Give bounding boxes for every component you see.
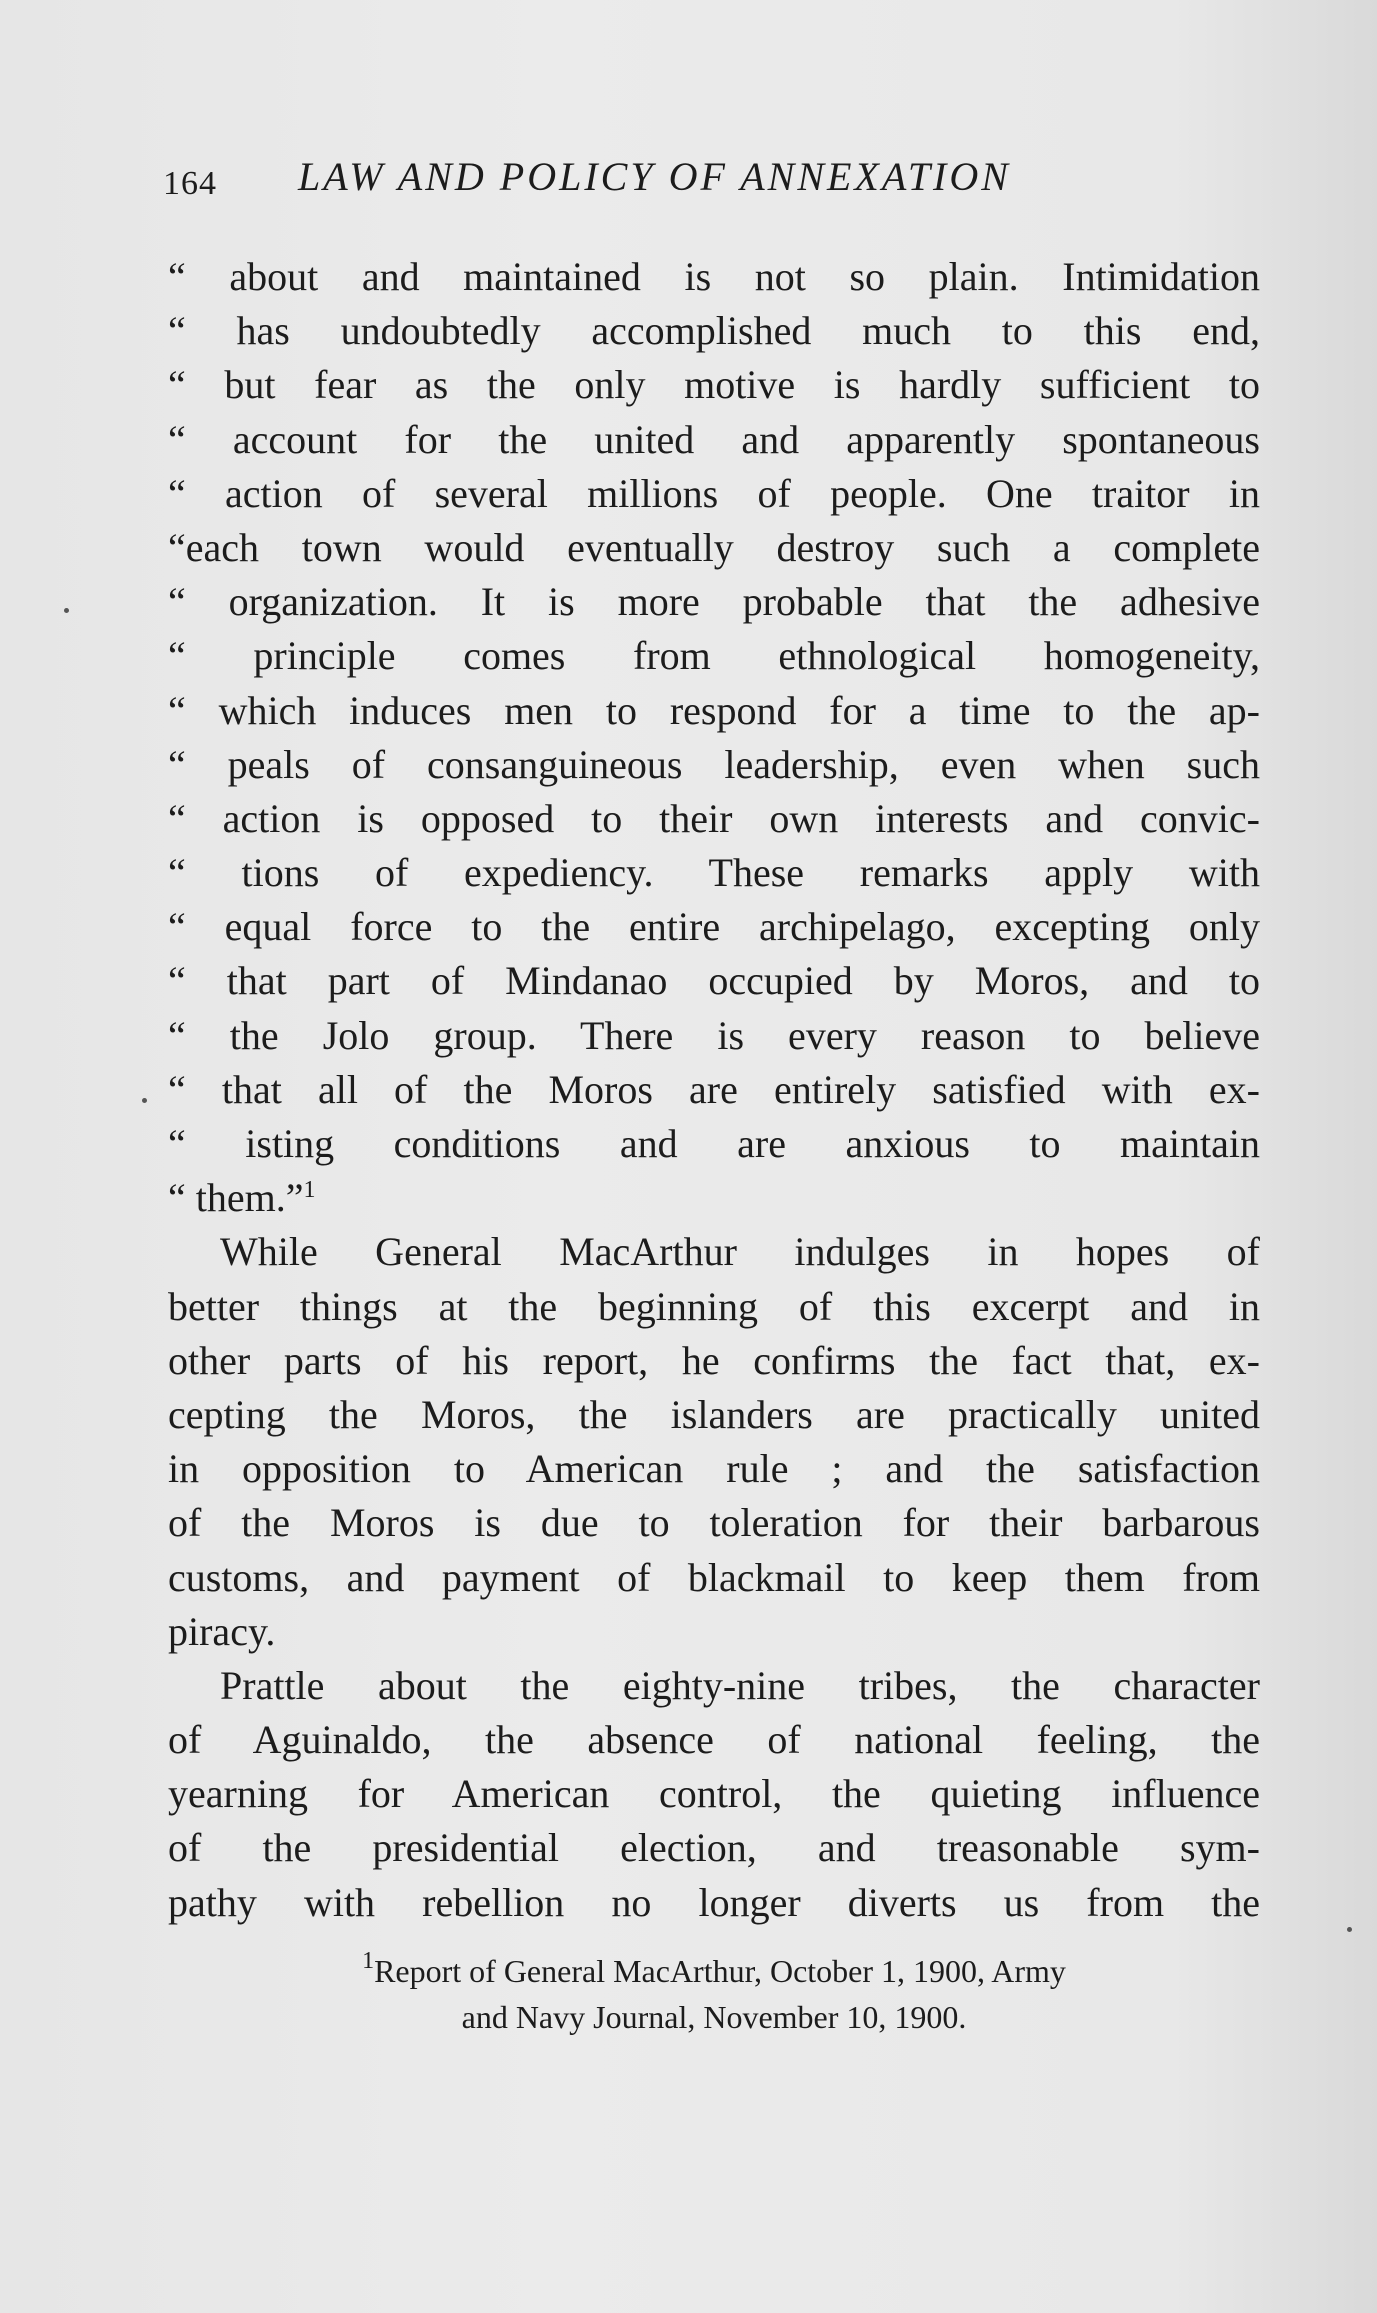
footnote-marker: 1 <box>362 1948 375 1974</box>
running-head <box>163 145 1263 205</box>
body-text <box>168 250 1260 1930</box>
text-line: pathy with rebellion no longer diverts us from the <box>168 1879 1260 1925</box>
text-line: yearning for American control, the quieting influence <box>168 1771 1260 1817</box>
page-number: 164 <box>163 165 217 202</box>
quote-end-text: “ them.” <box>168 1175 304 1221</box>
text-line: of the Moros is due to toleration for their barbarous <box>168 1500 1260 1546</box>
running-title: LAW AND POLICY OF ANNEXATION <box>298 154 1011 199</box>
text-line: other parts of his report, he confirms the fact that, ex- <box>168 1337 1260 1383</box>
text-line: “ action of several millions of people. One traitor in <box>168 470 1260 516</box>
footnote-reference: 1 <box>303 1177 316 1204</box>
text-line: “ but fear as the only motive is hardly sufficient to <box>168 362 1260 408</box>
scan-speck <box>1347 1927 1352 1932</box>
text-line: in opposition to American rule ; and the satisfaction <box>168 1446 1260 1492</box>
text-line: “ equal force to the entire archipelago, excepting only <box>168 904 1260 950</box>
text-line: “ peals of consanguineous leadership, even when such <box>168 741 1260 787</box>
text-line: “ tions of expediency. These remarks apply with <box>168 850 1260 896</box>
footnote-line-1 <box>168 1948 1260 1994</box>
scan-speck <box>142 1098 147 1103</box>
text-line: “ principle comes from ethnological homogeneity, <box>168 633 1260 679</box>
paragraph-start-line: While General MacArthur indulges in hopes of <box>220 1229 1260 1275</box>
footnote-text-1: Report of General MacArthur, October 1, 1900, Army <box>374 1953 1066 1989</box>
text-line: “ which induces men to respond for a time to the ap- <box>168 687 1260 733</box>
text-line: “ account for the united and apparently spontaneous <box>168 416 1260 462</box>
footnote <box>168 1948 1260 2040</box>
text-line: “ has undoubtedly accomplished much to this end, <box>168 308 1260 354</box>
text-line-quote-end <box>168 1171 1260 1225</box>
paragraph-start-line: Prattle about the eighty-nine tribes, the character <box>220 1662 1260 1708</box>
text-line: of the presidential election, and treasonable sym- <box>168 1825 1260 1871</box>
text-line: “ that all of the Moros are entirely satisfied with ex- <box>168 1066 1260 1112</box>
scan-speck <box>64 608 69 613</box>
text-line: “ about and maintained is not so plain. Intimidation <box>168 254 1260 299</box>
text-line: cepting the Moros, the islanders are practically united <box>168 1391 1260 1437</box>
text-line: “ the Jolo group. There is every reason to believe <box>168 1012 1260 1058</box>
text-line: “each town would eventually destroy such a complete <box>168 524 1260 570</box>
text-line: “ action is opposed to their own interests and convic- <box>168 795 1260 841</box>
text-line: “ that part of Mindanao occupied by Moros, and to <box>168 958 1260 1004</box>
text-line: “ isting conditions and are anxious to maintain <box>168 1121 1260 1166</box>
text-line: of Aguinaldo, the absence of national feeling, the <box>168 1717 1260 1763</box>
text-line: better things at the beginning of this excerpt and in <box>168 1283 1260 1329</box>
footnote-line-2: and Navy Journal, November 10, 1900. <box>461 1999 967 2035</box>
text-line: piracy. <box>168 1608 276 1654</box>
text-line: “ organization. It is more probable that the adhesive <box>168 579 1260 625</box>
text-line: customs, and payment of blackmail to keep them from <box>168 1554 1260 1600</box>
